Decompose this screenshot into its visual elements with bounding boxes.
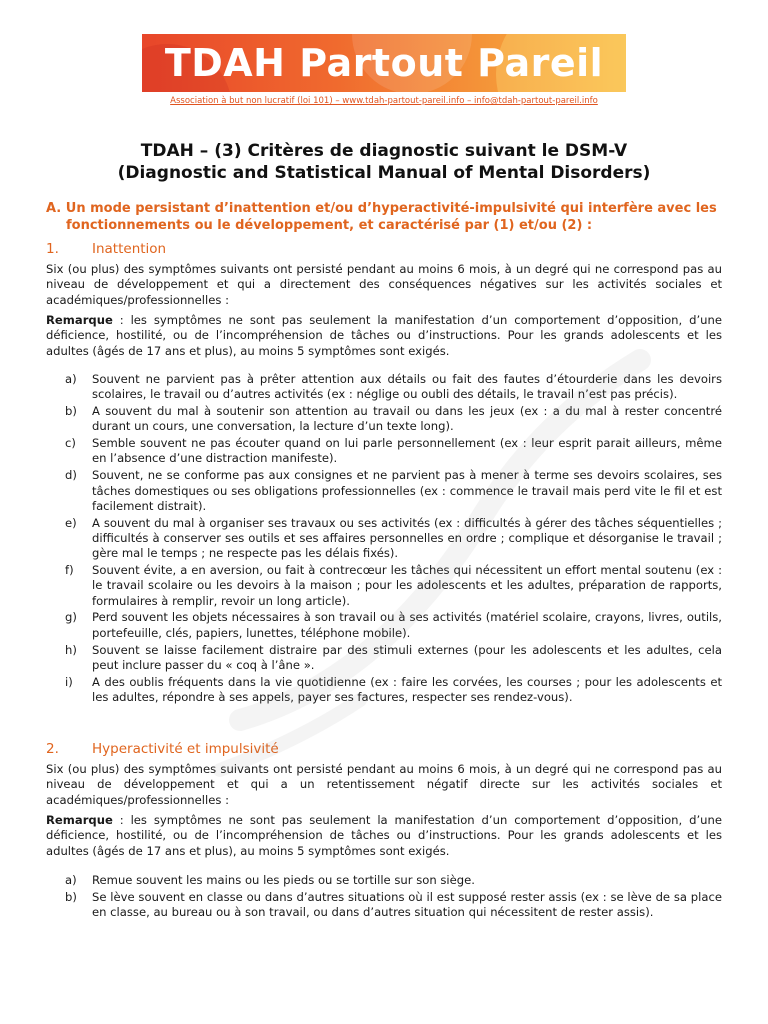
list-item [46, 516, 722, 562]
section-2-title: Hyperactivité et impulsivité [92, 741, 279, 757]
item-letter: f) [65, 563, 74, 578]
list-item [46, 563, 722, 609]
section-2-symptom-list [46, 873, 722, 922]
list-item [46, 873, 722, 888]
criterion-a-heading: A. Un mode persistant d’inattention et/ou d’hyperactivité-impulsivité qui interfère avec les fonctionnements ou le développement, et caractérisé par (1) et/ou (2) : [46, 201, 717, 233]
remark-label: Remarque [46, 813, 113, 827]
section-1-remark [46, 313, 722, 359]
logo-title: TDAH Partout Pareil [164, 41, 604, 85]
list-item [46, 643, 722, 674]
item-letter: c) [65, 436, 76, 451]
item-letter: e) [65, 515, 77, 530]
list-item [46, 468, 722, 514]
item-text: Souvent se laisse facilement distraire par des stimuli externes (pour les adolescents et les adultes, cela peut inclure passer du « coq à l’âne ». [92, 642, 722, 672]
item-letter: a) [65, 372, 77, 386]
list-item [46, 404, 722, 435]
item-letter: b) [65, 404, 77, 419]
section-1-number: 1. [46, 241, 59, 257]
item-letter: a) [65, 873, 77, 887]
list-item [46, 610, 722, 641]
section-2-heading [46, 740, 726, 758]
list-item [46, 436, 722, 467]
item-text: Perd souvent les objets nécessaires à son travail ou à ses activités (matériel scolaire, crayons, livres, outils, portefeuille, clés, papiers, lunettes, téléphone mobile). [92, 610, 722, 640]
section-2-remark [46, 813, 722, 859]
item-letter: d) [65, 468, 77, 483]
item-text: Souvent, ne se conforme pas aux consignes et ne parvient pas à mener à terme ses devoirs scolaires, ses tâches domestiques ou ses obligations professionnelles (ex : commence le travail mais perd vite le fil et est facilement distrait). [92, 468, 722, 513]
section-1-intro: Six (ou plus) des symptômes suivants ont persisté pendant au moins 6 mois, à un degré qui ne correspond pas au niveau de développement et qui a directement des conséquences négatives sur les activités sociales et académiques/professionnelles : [46, 262, 722, 307]
item-text: Semble souvent ne pas écouter quand on lui parle personnellement (ex : leur esprit parait ailleurs, même en l’absence d’une distraction manifeste). [92, 436, 722, 466]
item-letter: i) [65, 674, 73, 689]
association-link[interactable]: Association à but non lucratif (loi 101) – www.tdah-partout-pareil.info – info@tdah-partout-pareil.info [170, 96, 598, 106]
remark-text: : les symptômes ne sont pas seulement la manifestation d’un comportement d’opposition, d’une déficience, hostilité, ou de l’incompréhension de tâches ou d’instructions. Pour les grands adolescents et les adultes (âgés de 17 ans et plus), au moins 5 symptômes sont exigés. [46, 813, 722, 858]
page-title [40, 140, 728, 184]
item-text: Se lève souvent en classe ou dans d’autres situations où il est supposé rester assis (ex : se lève de sa place en classe, au bureau ou à son travail, ou dans d’autres situation qui nécessitent de rester assis). [92, 889, 722, 920]
item-text: A souvent du mal à soutenir son attention au travail ou dans les jeux (ex : a du mal à rester concentré durant un cours, une conversation, la lecture d’un texte long). [92, 404, 722, 434]
remark-label: Remarque [46, 313, 113, 327]
section-2-number: 2. [46, 741, 59, 757]
item-letter: b) [65, 889, 77, 904]
section-1-title: Inattention [92, 241, 167, 257]
list-item [46, 890, 722, 921]
item-letter: g) [65, 610, 77, 625]
section-1-symptom-list [46, 372, 722, 707]
item-letter: h) [65, 642, 77, 657]
header-banner [142, 34, 626, 92]
item-text: Remue souvent les mains ou les pieds ou se tortille sur son siège. [92, 873, 475, 887]
title-line-1: TDAH – (3) Critères de diagnostic suivant le DSM-V [140, 141, 628, 161]
list-item [46, 675, 722, 706]
item-text: Souvent ne parvient pas à prêter attention aux détails ou fait des fautes d’étourderie dans les devoirs scolaires, le travail ou d’autres activités (ex : néglige ou oubli des détails, le travail n’est pas précis). [92, 372, 722, 402]
title-line-2: (Diagnostic and Statistical Manual of Mental Disorders) [117, 163, 651, 183]
item-text: Souvent évite, a en aversion, ou fait à contrecœur les tâches qui nécessitent un effort mental soutenu (ex : le travail scolaire ou les devoirs à la maison ; pour les adolescents et les adultes, préparation de rapports, formulaires à remplir, revoir un long article). [92, 563, 722, 608]
remark-text: : les symptômes ne sont pas seulement la manifestation d’un comportement d’opposition, d’une déficience, hostilité, ou de l’incompréhension de tâches ou d’instructions. Pour les grands adolescents et les adultes (âgés de 17 ans et plus), au moins 5 symptômes sont exigés. [46, 313, 722, 358]
list-item [46, 372, 722, 403]
section-1-heading [46, 240, 726, 258]
item-text: A des oublis fréquents dans la vie quotidienne (ex : faire les corvées, les courses ; pour les adolescents et les adultes, répondre à ses appels, payer ses factures, respecter ses rendez-vous). [92, 674, 722, 704]
item-text: A souvent du mal à organiser ses travaux ou ses activités (ex : difficultés à gérer des tâches séquentielles ; difficultés à conserver ses outils et ses affaires personnelles en ordre ; complique et désorganise le travail ; gère mal le temps ; ne respecte pas les délais fixés). [92, 515, 722, 561]
section-2-intro: Six (ou plus) des symptômes suivants ont persisté pendant au moins 6 mois, à un degré qui ne correspond pas au niveau de développement et qui a un retentissement négatif directe sur les activités sociales et académiques/professionnelles : [46, 762, 722, 807]
